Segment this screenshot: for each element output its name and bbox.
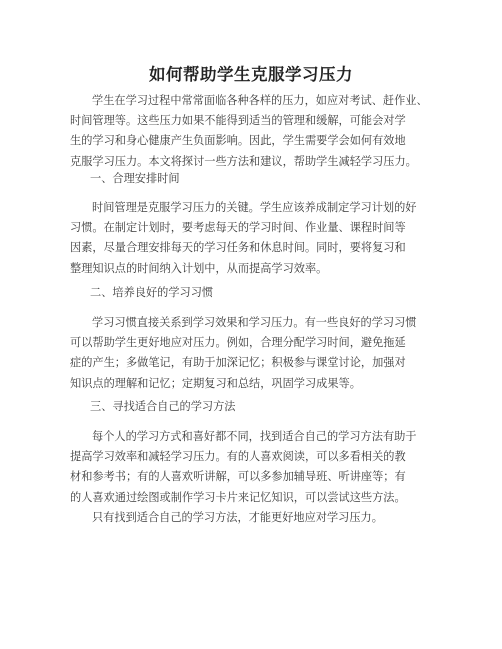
section-line: 症的产生；多做笔记，有助于加深记忆；积极参与课堂讨论，加强对 <box>70 356 406 370</box>
section-line: 的人喜欢通过绘图或制作学习卡片来记忆知识，可以尝试这些方法。 <box>70 490 406 504</box>
section-line: 整理知识点的时间纳入计划中，从而提高学习效率。 <box>70 261 328 275</box>
section-line: 因素，尽量合理安排每天的学习任务和休息时间。同时，要将复习和 <box>70 241 406 255</box>
section-heading: 一、合理安排时间 <box>90 172 180 185</box>
intro-line: 学生在学习过程中常常面临各种各样的压力，如应对考试、赶作业、 <box>92 94 428 107</box>
section-paragraph <box>70 198 470 279</box>
section-line: 每个人的学习方式和喜好都不同，找到适合自己的学习方法有助于 <box>92 430 417 443</box>
document-title: 如何帮助学生克服学习压力 <box>149 65 353 84</box>
section-line: 可以帮助学生更好地应对压力。例如，合理分配学习时间，避免拖延 <box>70 336 406 350</box>
section-line: 只有找到适合自己的学习方法，才能更好地应对学习压力。 <box>92 510 383 524</box>
intro-paragraph <box>70 91 470 172</box>
intro-line: 克服学习压力。本文将探讨一些方法和建议，帮助学生减轻学习压力。 <box>70 154 417 168</box>
section-line: 材和参考书；有的人喜欢听讲解，可以多参加辅导班、听讲座等；有 <box>70 470 406 484</box>
section-line: 习惯。在制定计划时，要考虑每天的学习时间、作业量、课程时间等 <box>70 221 406 235</box>
intro-line: 时间管理等。这些压力如果不能得到适当的管理和缓解，可能会对学 <box>70 114 406 128</box>
section-line: 学习习惯直接关系到学习效果和学习压力。有一些良好的学习习惯 <box>92 316 417 329</box>
section-heading: 三、寻找适合自己的学习方法 <box>90 400 236 413</box>
section-paragraph <box>70 427 470 528</box>
section-heading: 二、培养良好的学习习惯 <box>90 286 214 299</box>
section-paragraph <box>70 313 470 394</box>
section-line: 知识点的理解和记忆；定期复习和总结，巩固学习成果等。 <box>70 376 361 390</box>
section-line: 提高学习效率和减轻学习压力。有的人喜欢阅读，可以多看相关的教 <box>70 450 406 464</box>
intro-line: 生的学习和身心健康产生负面影响。因此，学生需要学会如何有效地 <box>70 134 406 148</box>
section-line: 时间管理是克服学习压力的关键。学生应该养成制定学习计划的好 <box>92 201 417 214</box>
